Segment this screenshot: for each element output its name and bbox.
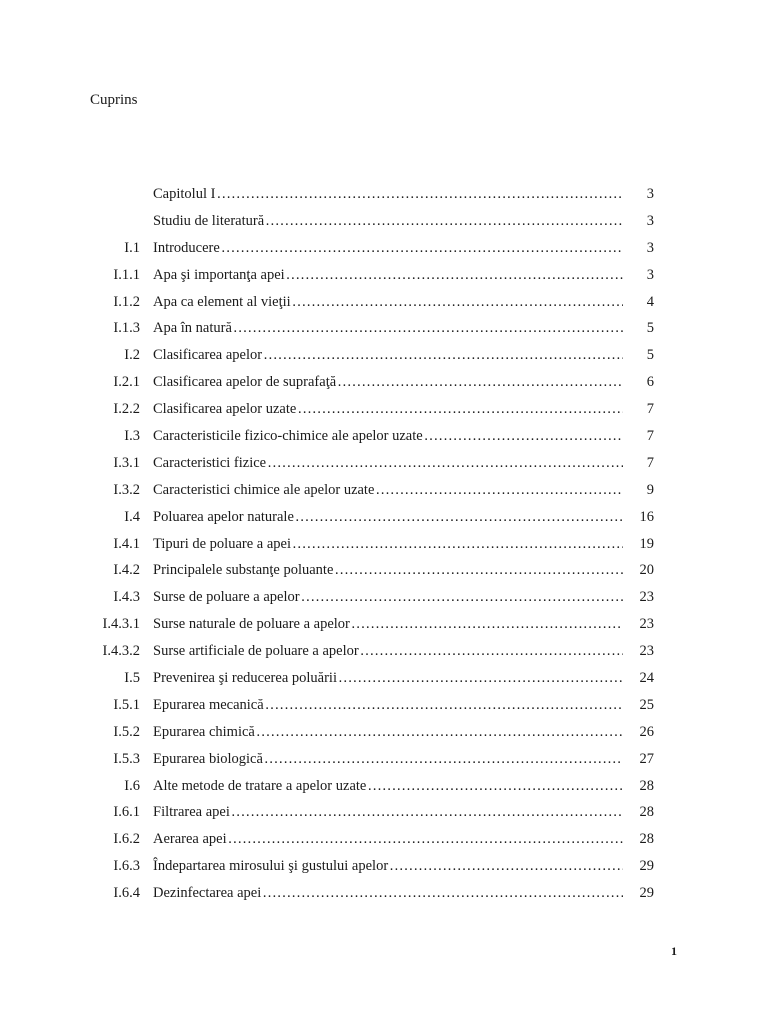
toc-dot-leader [375,480,623,500]
toc-entry-page: 28 [639,831,654,848]
toc-entry-line [153,534,623,554]
toc-dot-leader [265,695,623,715]
toc-entry [0,292,768,319]
toc-entry [0,318,768,345]
toc-entry-line [153,614,623,634]
toc-entry-page: 5 [646,347,654,364]
toc-entry-number: I.5 [124,670,140,687]
toc-entry-title: Surse de poluare a apelor [153,589,300,606]
toc-entry-number: I.4.3.2 [102,643,140,660]
toc-entry-title: Caracteristici chimice ale apelor uzate [153,481,375,498]
toc-entry-page: 3 [646,212,654,229]
toc-dot-leader [292,292,623,312]
toc-entry-page: 23 [639,616,654,633]
toc-entry [0,883,768,910]
toc-entry-title: Filtrarea apei [153,804,230,821]
toc-entry [0,722,768,749]
toc-entry-line [153,856,623,876]
toc-entry-number: I.1.2 [113,293,140,310]
toc-entry [0,534,768,561]
toc-entry-line [153,507,623,527]
toc-entry [0,802,768,829]
toc-entry-line [153,399,623,419]
toc-entry-title: Prevenirea şi reducerea poluării [153,670,337,687]
toc-entry-number: I.2.2 [113,401,140,418]
toc-entry [0,614,768,641]
toc-entry-number: I.4 [124,508,140,525]
toc-entry-page: 7 [646,428,654,445]
toc-entry [0,184,768,211]
toc-entry-page: 20 [639,562,654,579]
toc-entry-title: Apa şi importanţa apei [153,266,285,283]
toc-entry-title: Poluarea apelor naturale [153,508,294,525]
toc-dot-leader [233,318,623,338]
toc-dot-leader [297,399,623,419]
toc-entry-title: Epurarea biologică [153,750,263,767]
toc-entry-number: I.5.2 [113,723,140,740]
toc-entry-number: I.3 [124,428,140,445]
toc-entry-line [153,426,623,446]
toc-entry-title: Caracteristicile fizico-chimice ale apelor uzate [153,428,423,445]
toc-entry [0,399,768,426]
page-number: 1 [671,944,677,958]
toc-dot-leader [264,749,623,769]
toc-entry-line [153,480,623,500]
toc-entry-page: 23 [639,589,654,606]
toc-entry-number: I.4.1 [113,535,140,552]
toc-entry-number: I.6.2 [113,831,140,848]
toc-entry-number: I.3.1 [113,454,140,471]
toc-entry-title: Clasificarea apelor uzate [153,401,297,418]
toc-entry-page: 23 [639,643,654,660]
toc-entry-line [153,560,623,580]
toc-entry-number: I.3.2 [113,481,140,498]
toc-entry-line [153,318,623,338]
toc-entry [0,345,768,372]
toc-entry [0,372,768,399]
toc-entry-title: Principalele substanţe poluante [153,562,334,579]
toc-entry-number: I.4.3.1 [102,616,140,633]
toc-entry-line [153,345,623,365]
toc-entry-title: Clasificarea apelor [153,347,263,364]
toc-entry-line [153,749,623,769]
toc-entry-page: 27 [639,750,654,767]
toc-dot-leader [351,614,623,634]
toc-entry-title: Epurarea mecanică [153,696,264,713]
toc-entry-title: Capitolul I [153,186,216,202]
toc-entry-page: 9 [646,481,654,498]
toc-entry [0,238,768,265]
toc-dot-leader [338,668,623,688]
toc-entry-line [153,695,623,715]
toc-entry-title: Epurarea chimică [153,723,255,740]
toc-entry-number: I.1 [124,239,140,256]
toc-dot-leader [334,560,623,580]
toc-entry-page: 26 [639,723,654,740]
toc-entry-number: I.2 [124,347,140,364]
toc-entry-page: 16 [639,508,654,525]
toc-entry-title: Clasificarea apelor de suprafaţă [153,374,337,391]
toc-entry [0,560,768,587]
toc-entry [0,587,768,614]
toc-entry-page: 4 [646,293,654,310]
toc-entry-number: I.4.3 [113,589,140,606]
toc-entry-line [153,802,623,822]
toc-dot-leader [262,883,623,903]
toc-dot-leader [221,238,623,258]
toc-entry-line [153,641,623,661]
toc-dot-leader [286,265,623,285]
table-of-contents [0,184,768,910]
toc-entry [0,211,768,238]
toc-dot-leader [256,722,623,742]
toc-entry-title: Aerarea apei [153,831,227,848]
toc-entry [0,668,768,695]
toc-dot-leader [267,453,623,473]
toc-entry-page: 5 [646,320,654,337]
toc-dot-leader [389,856,623,876]
toc-entry [0,695,768,722]
toc-entry-page: 28 [639,777,654,794]
toc-entry-title: Apa ca element al vieţii [153,293,291,310]
page-title: Cuprins [90,92,138,108]
toc-entry-number: I.6 [124,777,140,794]
toc-entry [0,480,768,507]
toc-dot-leader [301,587,623,607]
toc-entry [0,453,768,480]
toc-entry-title: Surse naturale de poluare a apelor [153,616,350,633]
toc-entry-line [153,265,623,285]
toc-entry-line [153,776,623,796]
toc-entry-number: I.4.2 [113,562,140,579]
toc-entry-page: 19 [639,535,654,552]
toc-entry-page: 25 [639,696,654,713]
toc-entry-number: I.6.4 [113,885,140,902]
toc-entry-line [153,883,623,903]
toc-dot-leader [424,426,623,446]
toc-entry-title: Îndepartarea mirosului şi gustului apelor [153,858,389,875]
toc-entry-line [153,211,623,231]
toc-entry-page: 24 [639,670,654,687]
toc-entry-line [153,587,623,607]
toc-entry-title: Tipuri de poluare a apei [153,535,291,552]
toc-entry-line [153,829,623,849]
toc-entry-line [153,238,623,258]
toc-entry-page: 7 [646,454,654,471]
toc-entry-title: Studiu de literatură [153,212,265,229]
toc-dot-leader [231,802,623,822]
toc-entry-title: Apa în natură [153,320,232,337]
toc-entry-title: Dezinfectarea apei [153,885,262,902]
toc-dot-leader [265,211,623,231]
toc-entry-page: 29 [639,885,654,902]
toc-entry-title: Caracteristici fizice [153,454,267,471]
toc-entry-number: I.2.1 [113,374,140,391]
toc-entry [0,507,768,534]
toc-entry-number: I.6.3 [113,858,140,875]
toc-entry-page: 28 [639,804,654,821]
toc-entry-line [153,722,623,742]
toc-dot-leader [216,184,623,204]
toc-entry-number: I.1.1 [113,266,140,283]
toc-entry-page: 29 [639,858,654,875]
toc-entry [0,426,768,453]
toc-entry [0,856,768,883]
toc-entry-number: I.1.3 [113,320,140,337]
toc-entry-line [153,668,623,688]
toc-entry-title: Introducere [153,239,220,256]
toc-entry-page: 3 [646,266,654,283]
toc-dot-leader [337,372,623,392]
toc-entry-title: Surse artificiale de poluare a apelor [153,643,359,660]
toc-dot-leader [263,345,623,365]
toc-dot-leader [367,776,623,796]
toc-dot-leader [292,534,623,554]
toc-entry-line [153,184,623,204]
toc-dot-leader [228,829,623,849]
toc-entry-line [153,453,623,473]
toc-entry [0,641,768,668]
toc-entry-page: 7 [646,401,654,418]
toc-entry-number: I.5.1 [113,696,140,713]
toc-entry [0,829,768,856]
toc-entry-number: I.6.1 [113,804,140,821]
toc-entry-page: 6 [646,374,654,391]
toc-entry-title: Alte metode de tratare a apelor uzate [153,777,367,794]
toc-entry [0,265,768,292]
toc-entry-line [153,372,623,392]
toc-entry [0,776,768,803]
toc-entry-line [153,292,623,312]
toc-entry-number: I.5.3 [113,750,140,767]
toc-dot-leader [295,507,623,527]
toc-entry-page: 3 [646,239,654,256]
toc-dot-leader [360,641,623,661]
toc-entry-page: 3 [646,186,654,202]
toc-entry [0,749,768,776]
